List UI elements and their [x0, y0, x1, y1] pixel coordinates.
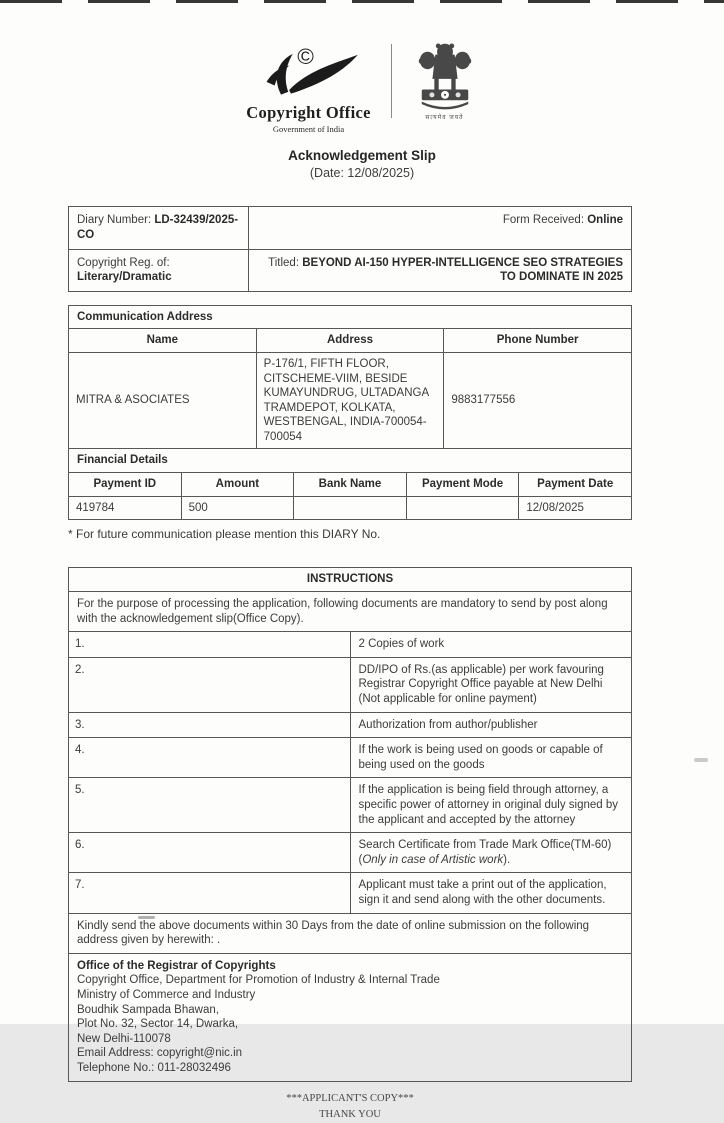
copyright-reg-label: Copyright Reg. of:: [77, 256, 170, 269]
instruction-row: [69, 712, 632, 738]
instruction-row: [69, 873, 632, 913]
copyright-reg-value: Literary/Dramatic: [77, 271, 172, 284]
titled-value: BEYOND AI-150 HYPER-INTELLIGENCE SEO STRATEGIES TO DOMINATE IN 2025: [302, 256, 623, 284]
payment-date-cell: 12/08/2025: [519, 496, 632, 520]
document-header: [0, 0, 724, 182]
instruction-number: 1.: [69, 632, 351, 658]
column-header-payment-mode: Payment Mode: [406, 473, 519, 497]
office-address-line: Email Address: copyright@nic.in: [77, 1047, 243, 1060]
instruction-text: DD/IPO of Rs.(as applicable) per work favouring Registrar Copyright Office payable at New Delhi (Not applicable for online payment): [350, 657, 632, 712]
instruction-number: 4.: [69, 738, 351, 778]
table-row: [69, 592, 632, 632]
financial-details-table: [68, 448, 632, 520]
send-documents-note: Kindly send the above documents within 30 Days from the date of online submission on the following address given by herewith: .: [69, 913, 632, 953]
form-received-value: Online: [587, 214, 623, 227]
emblem-of-india-icon: [414, 101, 476, 113]
summary-table: [68, 206, 632, 291]
column-header-amount: Amount: [181, 473, 294, 497]
instruction-number: 3.: [69, 712, 351, 738]
office-address-line: Telephone No.: 011-28032496: [77, 1061, 231, 1074]
instruction-number: 2.: [69, 657, 351, 712]
instruction-row: [69, 657, 632, 712]
page-title: Acknowledgement Slip: [288, 148, 436, 164]
office-address-line: Copyright Office, Department for Promotion of Industry & Internal Trade: [77, 974, 440, 987]
scan-artifact: [0, 0, 724, 3]
instructions-table: [68, 567, 632, 1081]
registrar-office-address: [69, 953, 632, 1081]
copyright-reg-cell: [69, 249, 249, 291]
emblem-motto: सत्यमेव जयते: [425, 114, 464, 121]
column-header-payment-date: Payment Date: [519, 473, 632, 497]
instruction-text-italic: Only in case of Artistic work: [362, 853, 504, 866]
document-body: [68, 206, 632, 1123]
table-row: [69, 352, 632, 449]
logo-row: [0, 40, 724, 134]
instruction-row: [69, 778, 632, 833]
diary-number-value: LD-32439/2025-CO: [77, 214, 239, 241]
applicant-name-cell: MITRA & ASOCIATES: [69, 352, 257, 449]
titled-cell: [249, 249, 632, 291]
column-header-address: Address: [256, 329, 444, 353]
office-title: Office of the Registrar of Copyrights: [77, 959, 276, 972]
instruction-text-suffix: ).: [503, 853, 511, 866]
payment-mode-cell: [406, 496, 519, 520]
instruction-text: If the application is being field through attorney, a specific power of attorney in original duly signed by the applicant and accepted by the attorney: [350, 778, 632, 833]
form-received-cell: [249, 207, 632, 249]
applicant-phone-cell: 9883177556: [444, 352, 632, 449]
office-address-line: Plot No. 32, Sector 14, Dwarka,: [77, 1018, 239, 1031]
applicant-address-cell: P-176/1, FIFTH FLOOR, CITSCHEME-VIIM, BESIDE KUMAYUNDRUG, ULTADANGA TRAMDEPOT, KOLKATA, WESTBENGAL, INDIA-700054-700054: [256, 352, 444, 449]
table-row: [69, 249, 632, 291]
instruction-text-prefix: Search Certificate from Trade Mark Office(TM-60) (: [358, 839, 612, 866]
communication-address-table: [68, 305, 632, 450]
table-row: [69, 913, 632, 953]
instruction-text: Authorization from author/publisher: [350, 712, 632, 738]
page-date: (Date: 12/08/2025): [309, 166, 415, 181]
bank-name-cell: [294, 496, 407, 520]
office-address-line: Boudhik Sampada Bhawan,: [77, 1003, 219, 1016]
table-row: [69, 953, 632, 1081]
instructions-intro: For the purpose of processing the application, following documents are mandatory to send by post along with the acknowledgement slip(Office Copy).: [69, 592, 632, 632]
instructions-title: INSTRUCTIONS: [69, 568, 632, 592]
scan-artifact: [694, 758, 708, 762]
emblem-of-india: [409, 40, 481, 122]
instruction-text: 2 Copies of work: [350, 632, 632, 658]
amount-cell: 500: [181, 496, 294, 520]
titled-label: Titled:: [268, 256, 303, 269]
column-header-payment-id: Payment ID: [69, 473, 182, 497]
scan-artifact: [138, 916, 155, 919]
table-row: [69, 568, 632, 592]
instruction-text: Applicant must take a print out of the application, sign it and send along with the other documents.: [350, 873, 632, 913]
office-address-line: Ministry of Commerce and Industry: [77, 988, 256, 1001]
diary-number-cell: [69, 207, 249, 249]
form-received-label: Form Received:: [502, 214, 588, 227]
instruction-number: 7.: [69, 873, 351, 913]
logo-subtitle: Government of India: [272, 123, 345, 134]
table-row: [69, 305, 632, 329]
instruction-number: 5.: [69, 778, 351, 833]
logo-divider: [391, 44, 392, 118]
table-header-row: [69, 473, 632, 497]
table-row: [69, 496, 632, 520]
table-header-row: [69, 329, 632, 353]
instruction-row: [69, 738, 632, 778]
instruction-row: [69, 833, 632, 873]
office-address-line: New Delhi-110078: [77, 1032, 171, 1045]
thank-you-line: THANK YOU: [319, 1108, 381, 1120]
payment-id-cell: 419784: [69, 496, 182, 520]
copyright-office-logo: [244, 40, 374, 134]
document-footer: [68, 1091, 632, 1123]
diary-note: * For future communication please mention this DIARY No.: [68, 527, 381, 542]
copyright-office-logo-icon: [249, 43, 369, 103]
logo-title: Copyright Office: [246, 102, 371, 122]
instruction-text: [350, 833, 632, 873]
communication-section-title: Communication Address: [69, 305, 632, 329]
column-header-name: Name: [69, 329, 257, 353]
instruction-text: If the work is being used on goods or capable of being used on the goods: [350, 738, 632, 778]
diary-number-label: Diary Number:: [77, 214, 155, 227]
instruction-number: 6.: [69, 833, 351, 873]
column-header-phone: Phone Number: [444, 329, 632, 353]
table-row: [69, 207, 632, 249]
svg-text:©: ©: [296, 43, 314, 69]
financial-section-title: Financial Details: [69, 449, 632, 473]
column-header-bank-name: Bank Name: [294, 473, 407, 497]
table-row: [69, 449, 632, 473]
instruction-row: [69, 632, 632, 658]
applicants-copy-line: ***APPLICANT'S COPY***: [286, 1092, 414, 1104]
